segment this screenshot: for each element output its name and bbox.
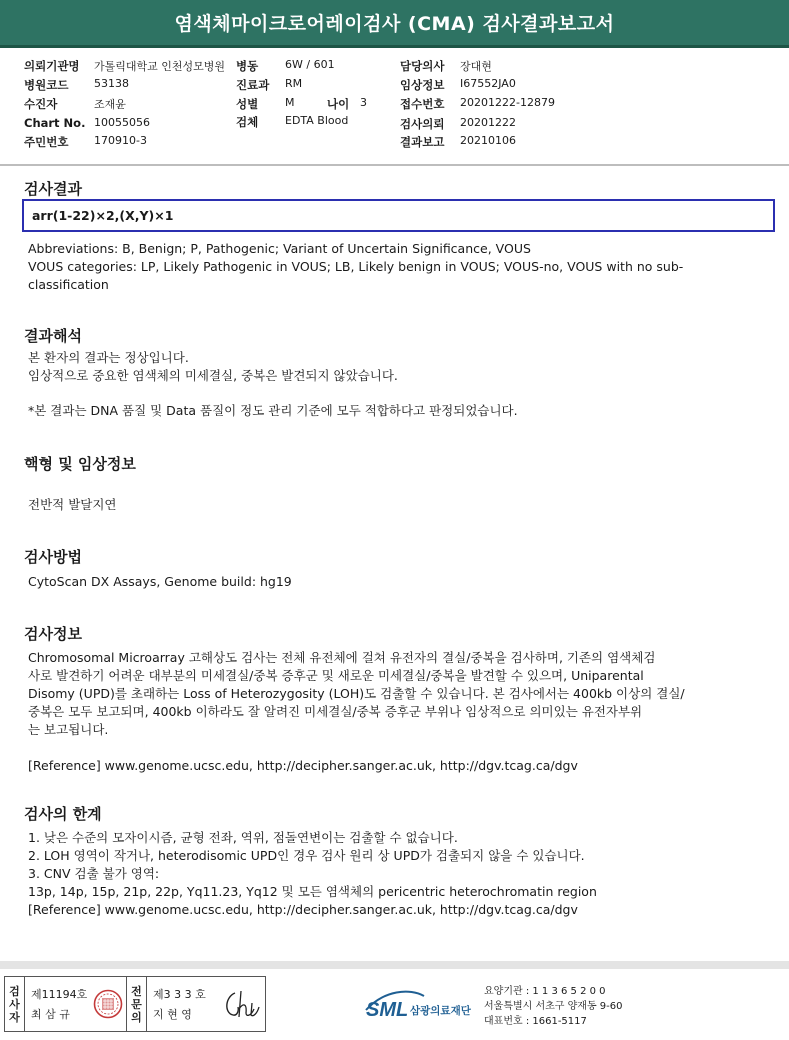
test-info-heading: 검사정보 <box>24 625 82 643</box>
resident-no-label: 주민번호 <box>24 135 69 149</box>
result-value: arr(1-22)×2,(X,Y)×1 <box>32 208 174 223</box>
sex-value: M <box>285 96 295 109</box>
test-info-line: 사로 발견하기 어려운 대부분의 미세결실/중복 증후군 및 새로운 미세결실/중복을 발견할 수 있으며, Uniparental <box>28 668 644 683</box>
test-info-line: 는 보고됩니다. <box>28 722 109 737</box>
test-info-line: 중복은 모두 보고되며, 400kb 이하라도 잘 알려진 미세결실/중복 증후군 부위나 임상적으로 의미있는 유전자부위 <box>28 704 643 719</box>
examiner-label-char: 검 <box>9 984 20 998</box>
result-value-box <box>22 199 775 232</box>
examiner-cell <box>25 977 127 1031</box>
patient-info-panel <box>0 52 789 162</box>
examinee-label: 수진자 <box>24 97 58 111</box>
footer-divider <box>0 961 789 969</box>
chart-no-value: 10055056 <box>94 116 150 129</box>
test-info-reference: [Reference] www.genome.ucsc.edu, http://decipher.sanger.ac.uk, http://dgv.tcag.ca/dgv <box>28 758 578 773</box>
lab-code: 요양기관 : 1 1 3 6 5 2 0 0 <box>484 986 606 997</box>
institution-label: 의뢰기관명 <box>24 59 80 73</box>
interpretation-heading: 결과해석 <box>24 327 82 345</box>
result-heading: 검사결과 <box>24 180 82 198</box>
age-label: 나이 <box>327 97 350 111</box>
limitations-block <box>28 829 778 919</box>
limitations-heading: 검사의 한계 <box>24 805 102 823</box>
resident-no-value: 170910-3 <box>94 134 147 147</box>
specialist-cell <box>147 977 265 1031</box>
hospital-code-value: 53138 <box>94 77 129 90</box>
specialist-label-char: 전 <box>131 984 142 998</box>
doctor-label: 담당의사 <box>400 59 445 73</box>
specialist-name: 지 현 영 <box>153 1008 192 1021</box>
info-divider <box>0 164 789 166</box>
clinical-info-value: I67552JA0 <box>460 77 516 90</box>
chart-no-label: Chart No. <box>24 116 86 130</box>
limitations-line: 13p, 14p, 15p, 21p, 22p, Yq11.23, Yq12 및 모든 염색체의 pericentric heterochromatin region <box>28 884 597 899</box>
interpretation-note: *본 결과는 DNA 품질 및 Data 품질이 정도 관리 기준에 모두 적합하다고 판정되었습니다. <box>28 403 518 418</box>
hospital-code-label: 병원코드 <box>24 78 69 92</box>
receipt-no-value: 20201222-12879 <box>460 96 555 109</box>
specialist-label-char: 문 <box>131 997 142 1011</box>
limitations-line: 2. LOH 영역이 작거나, heterodisomic UPD인 경우 검사 원리 상 UPD가 검출되지 않을 수 있습니다. <box>28 848 585 863</box>
specimen-value: EDTA Blood <box>285 114 349 127</box>
limitations-line: 3. CNV 검출 불가 영역: <box>28 866 160 881</box>
karyotype-heading: 핵형 및 임상정보 <box>24 455 136 473</box>
examiner-label-char: 사 <box>9 997 20 1011</box>
department-value: RM <box>285 77 303 90</box>
interpretation-line: 임상적으로 중요한 염색체의 미세결실, 중복은 발견되지 않았습니다. <box>28 368 398 383</box>
specialist-vertical-label <box>127 977 147 1031</box>
sex-label: 성별 <box>236 97 259 111</box>
lab-phone: 대표번호 : 1661-5117 <box>484 1016 587 1027</box>
specialist-license: 제3 3 3 호 <box>153 988 206 1001</box>
sml-logo-icon <box>364 984 482 1024</box>
specimen-label: 검체 <box>236 115 259 129</box>
abbreviations-block <box>28 240 778 294</box>
specialist-label-char: 의 <box>131 1010 142 1024</box>
examiner-seal-icon <box>93 989 123 1019</box>
ward-value: 6W / 601 <box>285 58 335 71</box>
limitations-reference: [Reference] www.genome.ucsc.edu, http://decipher.sanger.ac.uk, http://dgv.tcag.ca/dgv <box>28 902 578 917</box>
specialist-signature-icon <box>221 987 261 1021</box>
clinical-info-label: 임상정보 <box>400 78 445 92</box>
examiner-label-char: 자 <box>9 1010 20 1024</box>
request-date-value: 20201222 <box>460 116 516 129</box>
age-value: 3 <box>360 96 367 109</box>
test-info-line: Disomy (UPD)를 초래하는 Loss of Heterozygosity (LOH)도 검출할 수 있습니다. 본 검사에서는 400kb 이상의 결실/ <box>28 686 685 701</box>
lab-info <box>484 984 623 1029</box>
report-date-value: 20210106 <box>460 134 516 147</box>
examiner-vertical-label <box>5 977 25 1031</box>
interpretation-line: 본 환자의 결과는 정상입니다. <box>28 350 189 365</box>
test-info-block <box>28 649 778 775</box>
examiner-name: 최 삼 규 <box>31 1008 70 1021</box>
lab-address: 서울특별시 서초구 양재동 9-60 <box>484 1001 623 1012</box>
doctor-value: 장대현 <box>460 60 492 73</box>
method-text: CytoScan DX Assays, Genome build: hg19 <box>28 574 292 589</box>
department-label: 진료과 <box>236 78 270 92</box>
test-info-line: Chromosomal Microarray 고해상도 검사는 전체 유전체에 걸쳐 유전자의 결실/중복을 검사하며, 기존의 염색체검 <box>28 650 656 665</box>
logo-text: SML <box>366 999 409 1021</box>
request-date-label: 검사의뢰 <box>400 117 445 131</box>
receipt-no-label: 접수번호 <box>400 97 445 111</box>
logo-org: 삼광의료재단 <box>410 1005 471 1017</box>
examiner-license: 제11194호 <box>31 988 88 1001</box>
report-title: 염색체마이크로어레이검사 (CMA) 검사결과보고서 <box>0 0 789 48</box>
report-date-label: 결과보고 <box>400 135 445 149</box>
abbreviations-line: VOUS categories: LP, Likely Pathogenic in VOUS; LB, Likely benign in VOUS; VOUS-no, VOUS with no sub- <box>28 259 684 274</box>
institution-value: 가톨릭대학교 인천성모병원 <box>94 60 226 73</box>
karyotype-text: 전반적 발달지연 <box>28 497 117 512</box>
limitations-line: 1. 낮은 수준의 모자이시즘, 균형 전좌, 역위, 점돌연변이는 검출할 수 없습니다. <box>28 830 458 845</box>
interpretation-block <box>28 349 778 420</box>
signature-box <box>4 976 266 1032</box>
abbreviations-line: classification <box>28 277 109 292</box>
method-heading: 검사방법 <box>24 548 82 566</box>
abbreviations-line: Abbreviations: B, Benign; P, Pathogenic; Variant of Uncertain Significance, VOUS <box>28 241 531 256</box>
examinee-value: 조재윤 <box>94 98 126 111</box>
ward-label: 병동 <box>236 59 259 73</box>
